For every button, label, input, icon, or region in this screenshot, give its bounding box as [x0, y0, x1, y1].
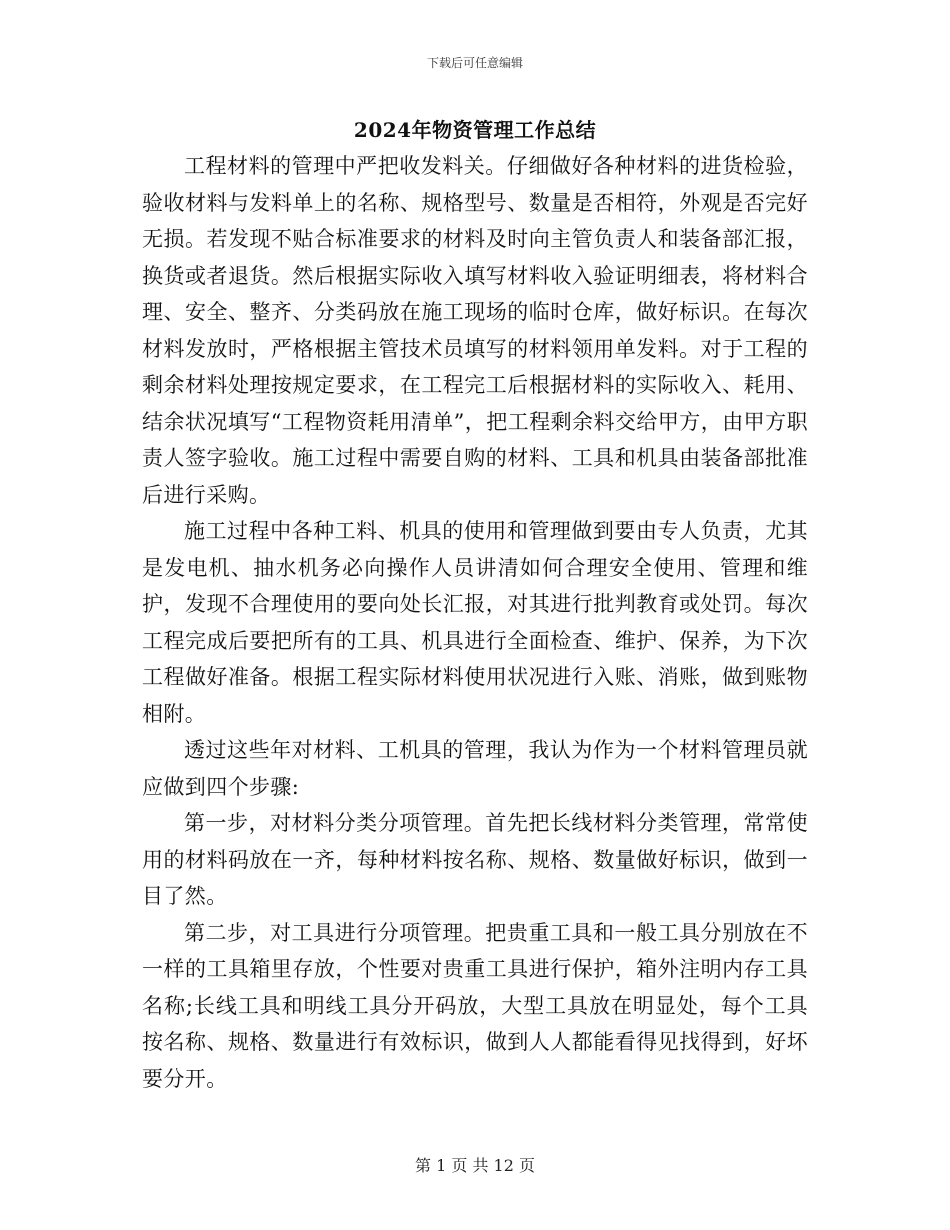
page-number: 第 1 页 共 12 页 — [415, 1156, 535, 1175]
paragraph-3: 透过这些年对材料、工机具的管理，我认为作为一个材料管理员就应做到四个步骤: — [142, 738, 808, 799]
paragraph-5: 第二步，对工具进行分项管理。把贵重工具和一般工具分别放在不一样的工具箱里存放，个性要对贵重工具进行保护，箱外注明内存工具名称;长线工具和明线工具分开码放，大型工具放在明显处，每个工具按名称、规格、数量进行有效标识，做到人人都能看得见找得到，好坏要分开。 — [142, 920, 808, 1091]
paragraph-4: 第一步，对材料分类分项管理。首先把长线材料分类管理，常常使用的材料码放在一齐，每种材料按名称、规格、数量做好标识，做到一目了然。 — [142, 811, 808, 908]
paragraph-1: 工程材料的管理中严把收发料关。仔细做好各种材料的进货检验，验收材料与发料单上的名称、规格型号、数量是否相符，外观是否完好无损。若发现不贴合标准要求的材料及时向主管负责人和装备部汇报，换货或者退货。然后根据实际收入填写材料收入验证明细表，将材料合理、安全、整齐、分类码放在施工现场的临时仓库，做好标识。在每次材料发放时，严格根据主管技术员填写的材料领用单发料。对于工程的剩余材料处理按规定要求，在工程完工后根据材料的实际收入、耗用、结余状况填写“工程物资耗用清单”，把工程剩余料交给甲方，由甲方职责人签字验收。施工过程中需要自购的材料、工具和机具由装备部批准后进行采购。 — [142, 154, 808, 507]
paragraph-2: 施工过程中各种工料、机具的使用和管理做到要由专人负责，尤其是发电机、抽水机务必向操作人员讲清如何合理安全使用、管理和维护，发现不合理使用的要向处长汇报，对其进行批判教育或处罚。每次工程完成后要把所有的工具、机具进行全面检查、维护、保养，为下次工程做好准备。根据工程实际材料使用状况进行入账、消账，做到账物相附。 — [142, 519, 808, 726]
document-title: 2024年物资管理工作总结 — [353, 118, 597, 142]
page-header-note: 下载后可任意编辑 — [426, 56, 523, 70]
document-body — [142, 148, 808, 1097]
